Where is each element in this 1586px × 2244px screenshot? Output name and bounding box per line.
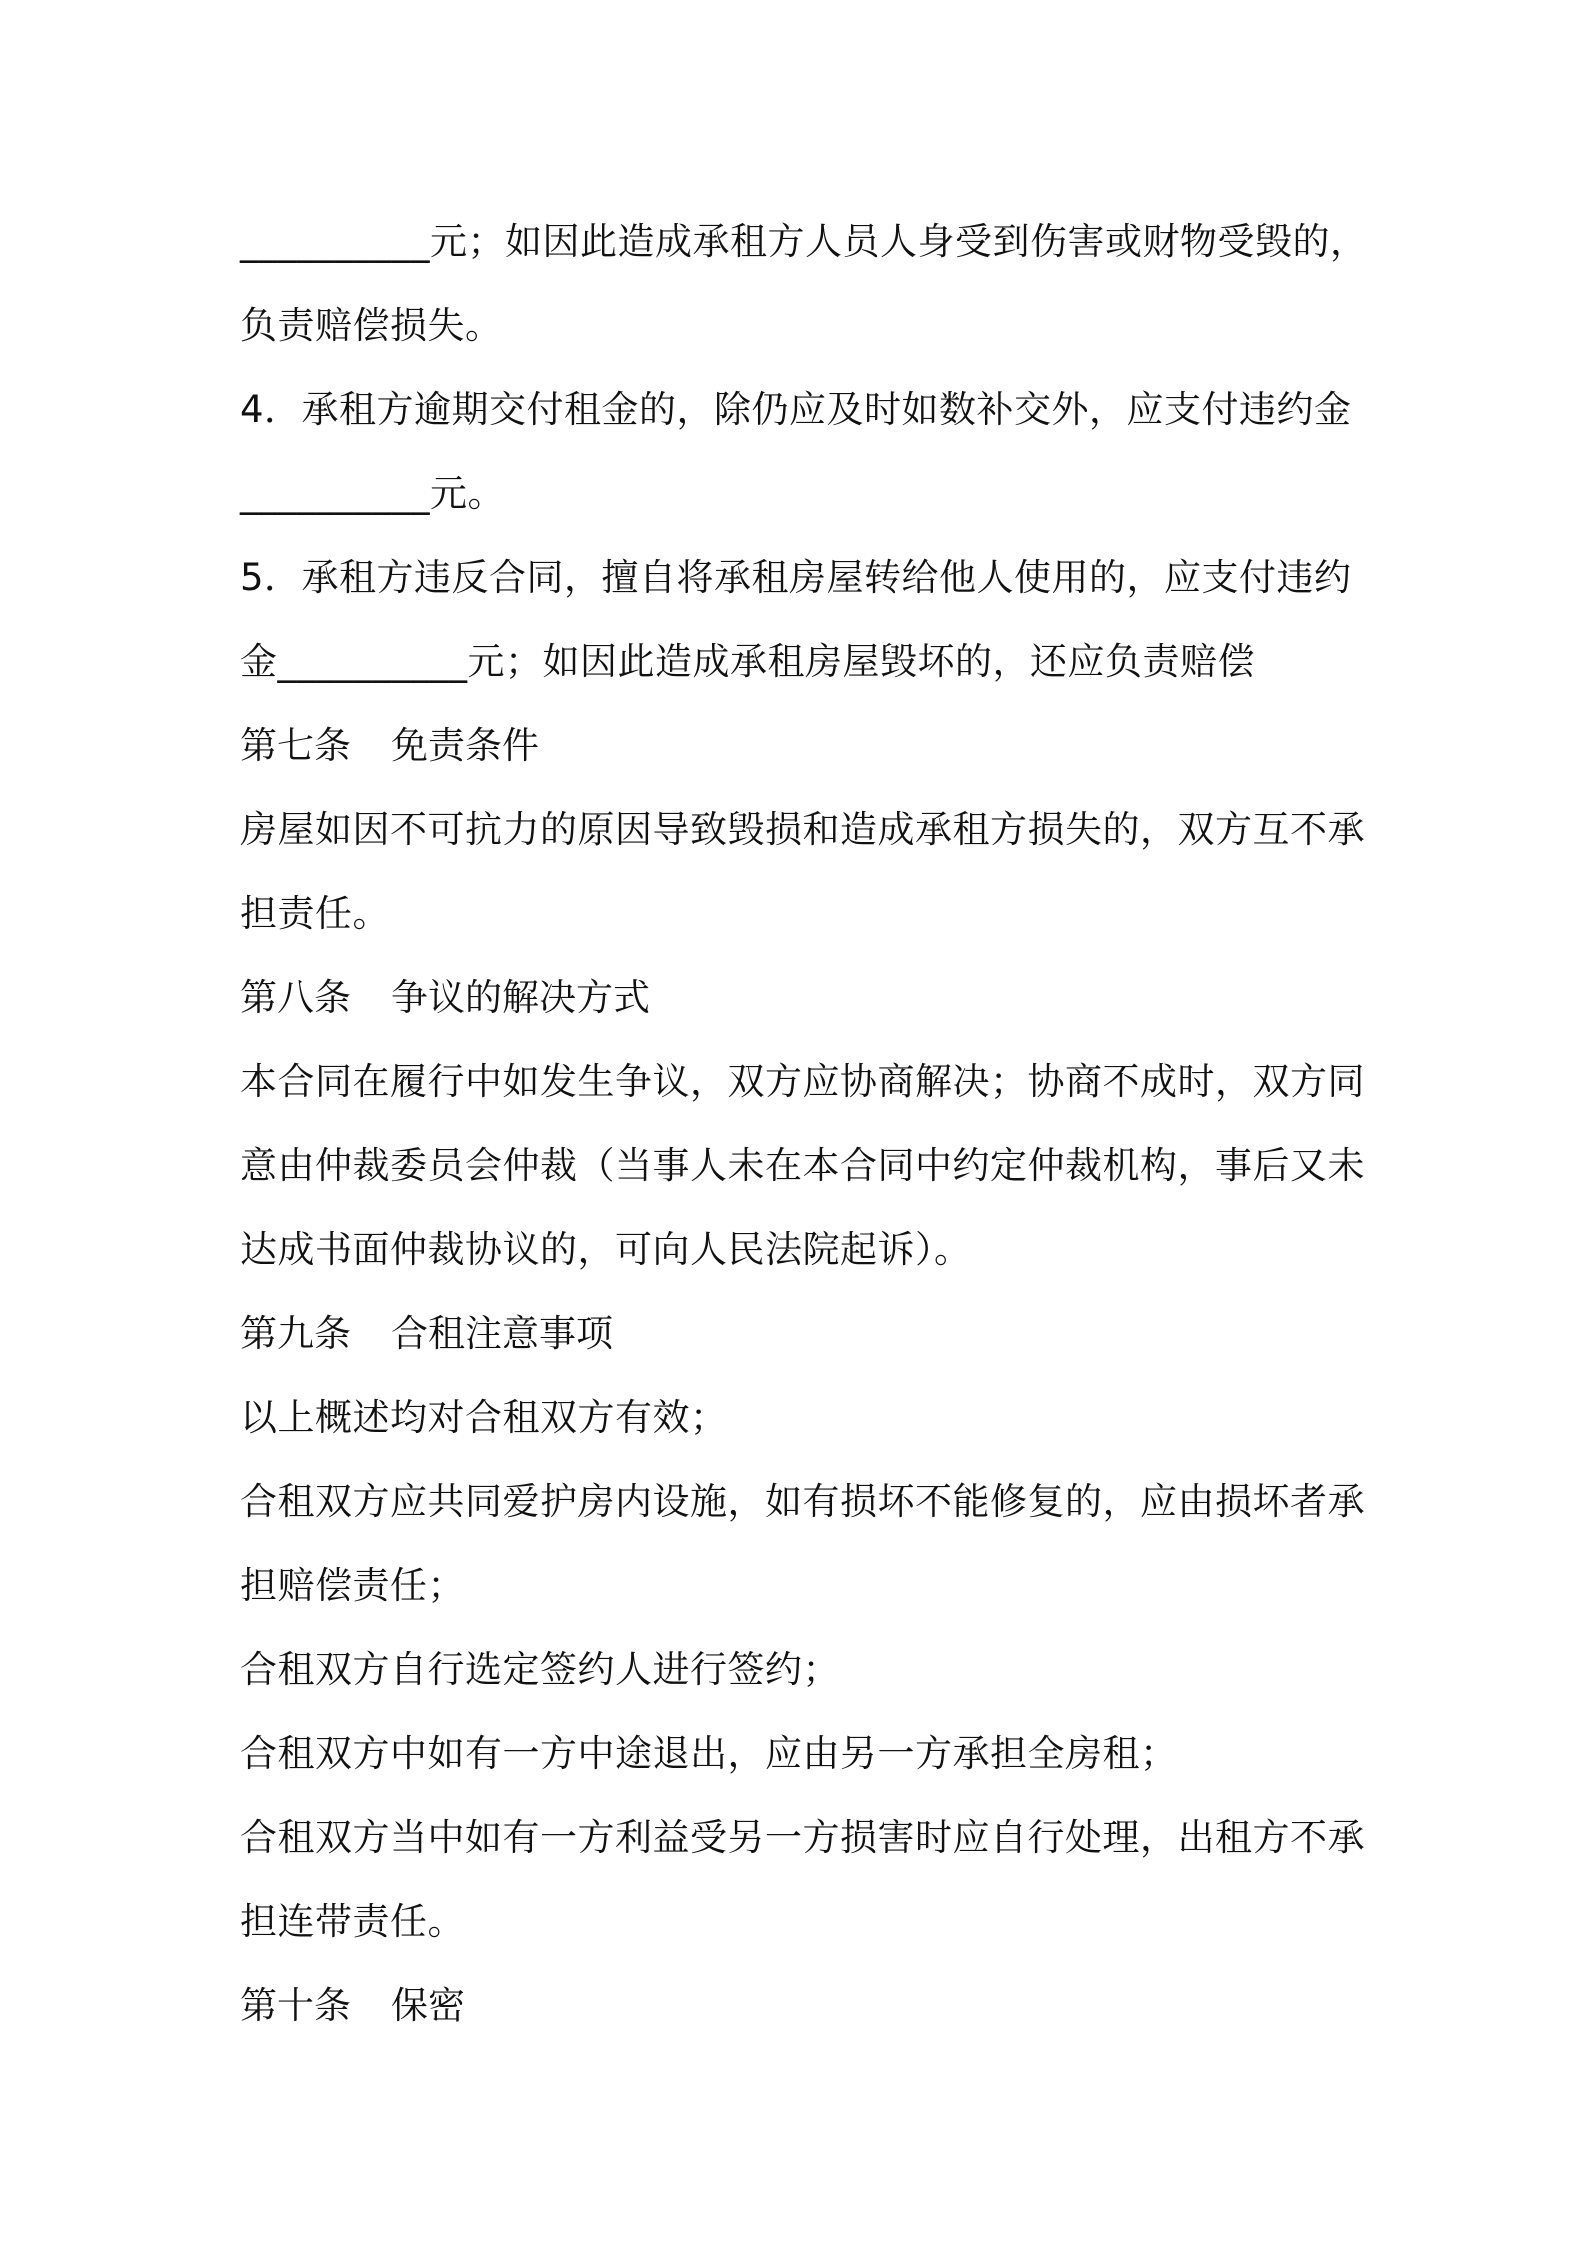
article-8-heading	[240, 956, 1350, 1040]
paragraph-line: 合租双方应共同爱护房内设施，如有损坏不能修复的，应由损坏者承	[240, 1480, 1365, 1523]
paragraph-line: 意由仲裁委员会仲裁（当事人未在本合同中约定仲裁机构，事后又未	[240, 1144, 1365, 1187]
article-title: 免责条件	[391, 724, 539, 767]
paragraph-line: 负责赔偿损失。	[240, 304, 503, 347]
article-number: 第八条	[240, 976, 351, 1019]
paragraph-line: 4．承租方逾期交付租金的，除仍应及时如数补交外，应支付违约金	[240, 388, 1352, 431]
article-number: 第九条	[240, 1312, 351, 1355]
paragraph-line: 房屋如因不可抗力的原因导致毁损和造成承租方损失的，双方互不承	[240, 808, 1365, 851]
article-title: 保密	[391, 1984, 465, 2027]
article-10-heading	[240, 1964, 1350, 2048]
paragraph-line: 担连带责任。	[240, 1900, 465, 1943]
paragraph-line: 金__________元；如因此造成承租房屋毁坏的，还应负责赔偿	[240, 640, 1255, 683]
article-title: 合租注意事项	[391, 1312, 613, 1355]
paragraph-line: 合租双方中如有一方中途退出，应由另一方承担全房租；	[240, 1732, 1178, 1775]
article-9-heading	[240, 1292, 1350, 1376]
paragraph-line: 担责任。	[240, 892, 390, 935]
article-number: 第十条	[240, 1984, 351, 2027]
paragraph-line: 以上概述均对合租双方有效；	[240, 1396, 728, 1439]
paragraph-line: 5．承租方违反合同，擅自将承租房屋转给他人使用的，应支付违约	[240, 556, 1352, 599]
article-number: 第七条	[240, 724, 351, 767]
article-7-heading	[240, 704, 1350, 788]
paragraph-line: 达成书面仲裁协议的，可向人民法院起诉）。	[240, 1228, 972, 1271]
article-title: 争议的解决方式	[391, 976, 650, 1019]
paragraph-line: __________元。	[240, 472, 505, 515]
paragraph-line: 担赔偿责任；	[240, 1564, 465, 1607]
paragraph-line: 本合同在履行中如发生争议，双方应协商解决；协商不成时，双方同	[240, 1060, 1365, 1103]
contract-text	[240, 200, 1368, 2048]
paragraph-line: __________元；如因此造成承租方人员人身受到伤害或财物受毁的，	[240, 220, 1368, 263]
paragraph-line: 合租双方自行选定签约人进行签约；	[240, 1648, 840, 1691]
paragraph-line: 合租双方当中如有一方利益受另一方损害时应自行处理，出租方不承	[240, 1816, 1365, 1859]
